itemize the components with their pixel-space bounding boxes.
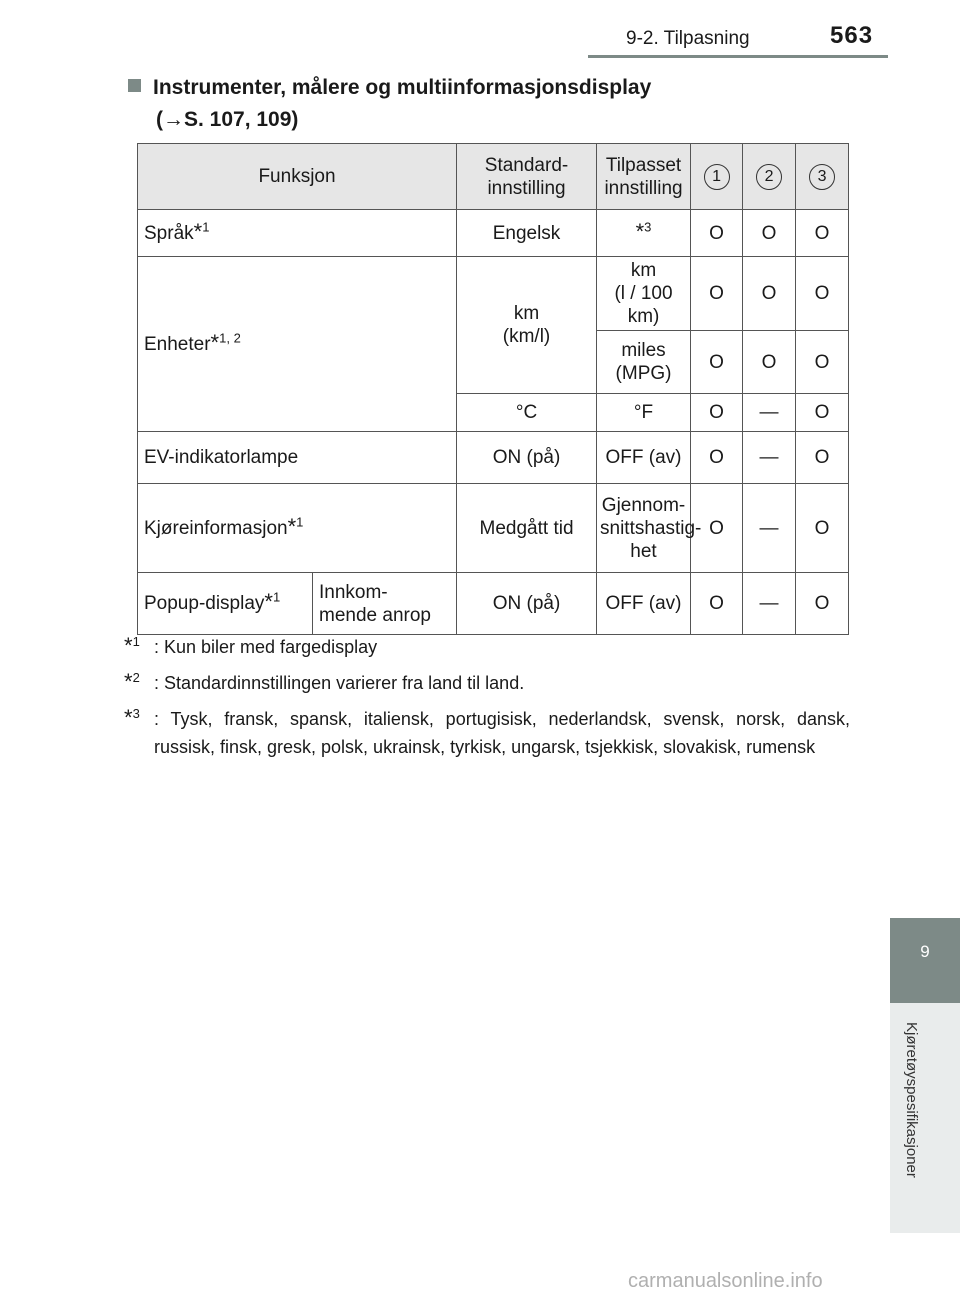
default-cell: Engelsk xyxy=(457,210,597,257)
default-cell: °C xyxy=(457,394,597,432)
mode-cell: O xyxy=(743,331,796,394)
bullet-square-icon xyxy=(128,79,141,92)
settings-table xyxy=(137,143,849,635)
watermark: carmanualsonline.info xyxy=(628,1270,823,1292)
page-reference: (→S. 107, 109) xyxy=(156,108,299,131)
function-cell: EV-indikatorlampe xyxy=(138,432,457,484)
footnote: *$^3$ : Tysk, fransk, spansk, italiensk, portugisisk, nederlandsk, svensk, norsk, dansk, russisk, finsk, gresk, polsk, ukrainsk, tyrkisk, ungarsk, tsjekkisk, slovakisk, rumensk xyxy=(124,705,850,757)
mode-cell: O xyxy=(796,432,849,484)
custom-cell: OFF (av) xyxy=(597,573,691,635)
table-row xyxy=(138,484,849,573)
custom-cell: *$^3$ xyxy=(597,210,691,257)
mode-cell: O xyxy=(743,257,796,331)
chapter-number: 9 xyxy=(920,942,930,961)
section-title: 9-2. Tilpasning xyxy=(626,28,750,49)
footnote: *$^2$ : Standardinnstillingen varierer fra land til land. xyxy=(124,669,525,694)
header-mode-2 xyxy=(743,144,796,210)
mode-cell: O xyxy=(691,484,743,573)
chapter-label: Kjøretøyspesifikasjoner xyxy=(903,1022,920,1178)
mode-cell: O xyxy=(796,331,849,394)
mode-cell: — xyxy=(743,573,796,635)
footnotes xyxy=(124,633,850,769)
mode-cell: — xyxy=(743,432,796,484)
page-number: 563 xyxy=(830,22,874,49)
table-header-row xyxy=(138,144,849,210)
mode-cell: O xyxy=(796,257,849,331)
function-cell: Språk*$^1$ xyxy=(138,210,457,257)
mode-cell: O xyxy=(691,394,743,432)
footnote: *$^1$ : Kun biler med fargedisplay xyxy=(124,633,378,658)
function-cell: Popup-display*$^1$ xyxy=(138,573,313,635)
custom-cell: OFF (av) xyxy=(597,432,691,484)
mode-cell: O xyxy=(796,484,849,573)
mode-cell: O xyxy=(691,331,743,394)
mode-cell: O xyxy=(796,573,849,635)
default-cell: ON (på) xyxy=(457,573,597,635)
header-mode-3 xyxy=(796,144,849,210)
mode-cell: — xyxy=(743,394,796,432)
circled-2-icon: 2 xyxy=(756,164,782,190)
header-default: Standard- innstilling xyxy=(457,144,597,210)
custom-cell: km (l / 100 km) xyxy=(597,257,691,331)
header-rule xyxy=(588,55,888,58)
header-custom: Tilpasset innstilling xyxy=(597,144,691,210)
circled-3-icon: 3 xyxy=(809,164,835,190)
default-cell: ON (på) xyxy=(457,432,597,484)
table-row xyxy=(138,573,849,635)
table-row xyxy=(138,210,849,257)
header-function: Funksjon xyxy=(138,144,457,210)
heading-text: Instrumenter, målere og multiinformasjonsdisplay xyxy=(153,76,652,99)
mode-cell: O xyxy=(691,573,743,635)
default-cell: km (km/l) xyxy=(457,257,597,394)
function-cell: Kjøreinformasjon*$^1$ xyxy=(138,484,457,573)
mode-cell: O xyxy=(691,432,743,484)
table-row xyxy=(138,257,849,331)
table-row xyxy=(138,432,849,484)
mode-cell: O xyxy=(691,257,743,331)
chapter-label-bar xyxy=(890,1003,960,1233)
mode-cell: O xyxy=(743,210,796,257)
default-cell: Medgått tid xyxy=(457,484,597,573)
mode-cell: O xyxy=(796,394,849,432)
header-mode-1 xyxy=(691,144,743,210)
mode-cell: O xyxy=(691,210,743,257)
section-heading xyxy=(128,72,848,136)
sub-function-cell: Innkom- mende anrop xyxy=(313,573,457,635)
mode-cell: O xyxy=(796,210,849,257)
custom-cell: Gjennom- snittshastig- het xyxy=(597,484,691,573)
function-cell: Enheter*$^{1, 2}$ xyxy=(138,257,457,432)
mode-cell: — xyxy=(743,484,796,573)
circled-1-icon: 1 xyxy=(704,164,730,190)
custom-cell: miles (MPG) xyxy=(597,331,691,394)
custom-cell: °F xyxy=(597,394,691,432)
